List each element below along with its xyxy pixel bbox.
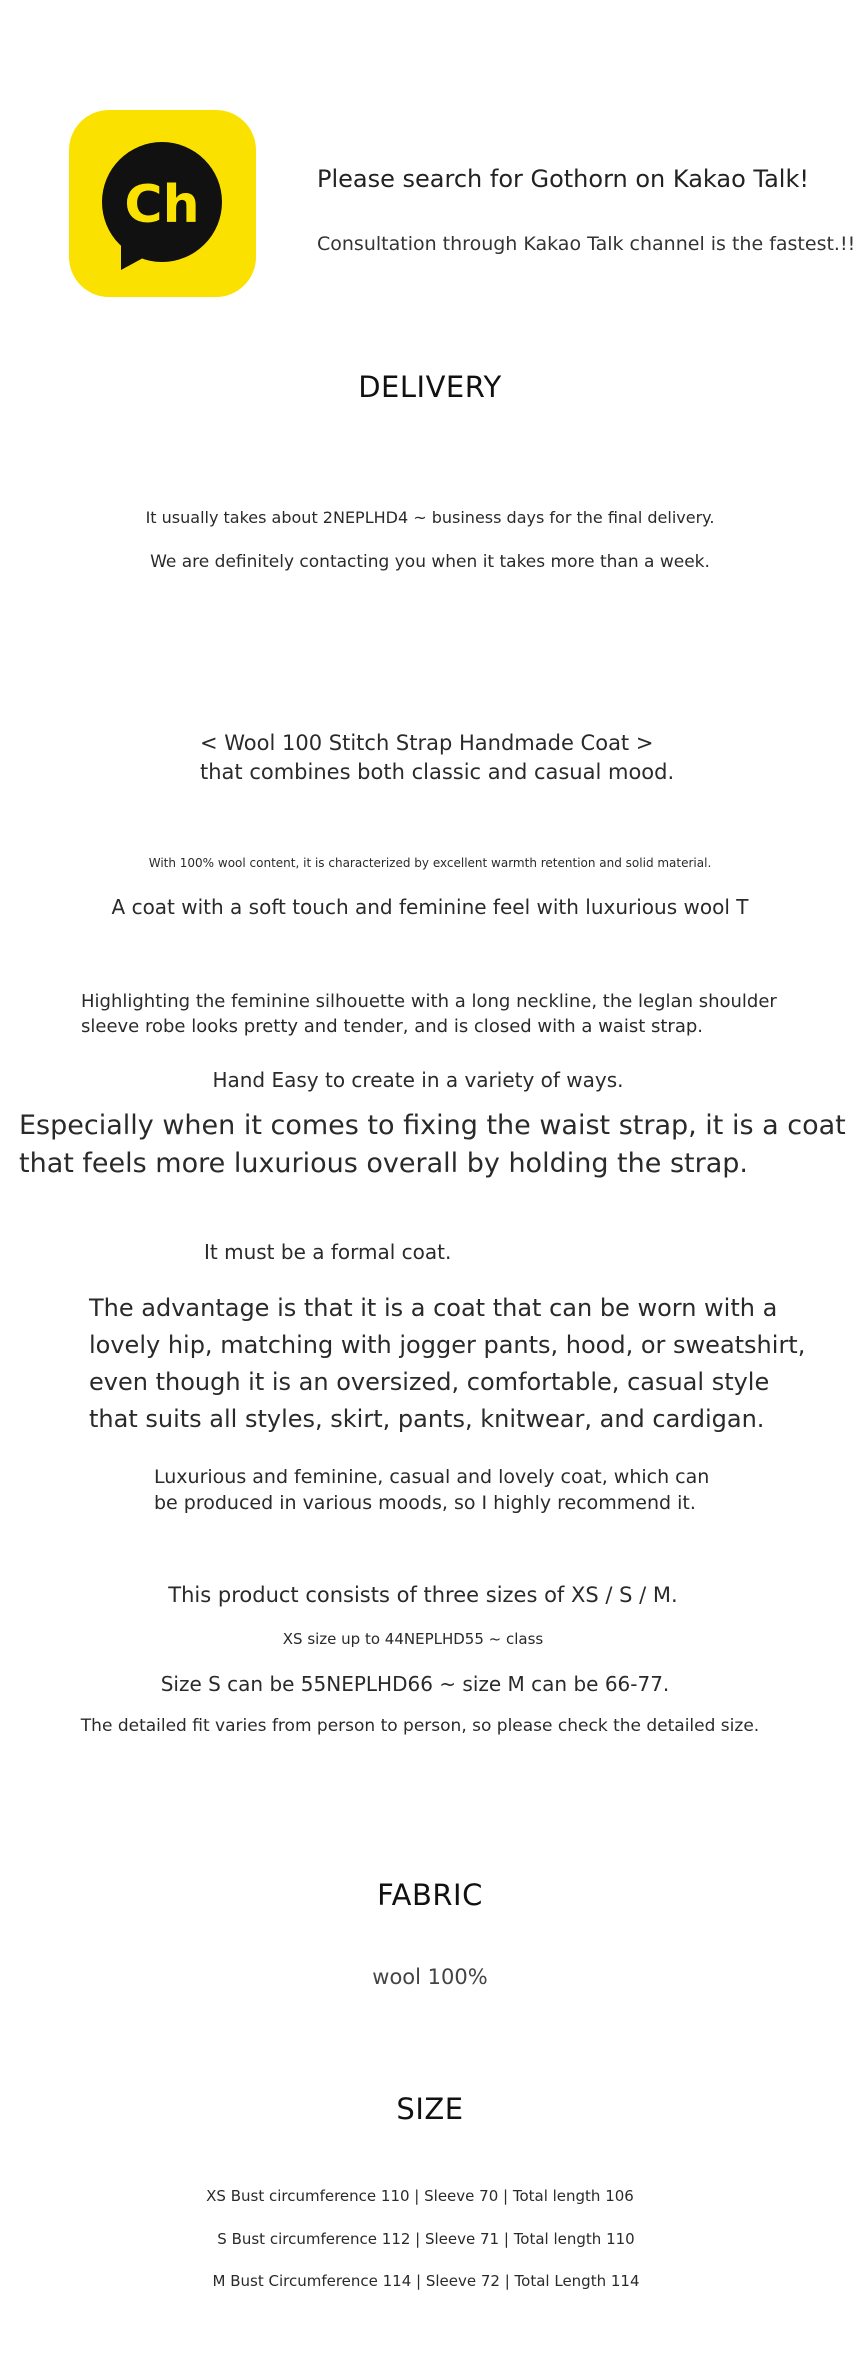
fit-note: The detailed fit varies from person to person, so please check the detailed size. — [80, 1716, 760, 1736]
hand-easy-line: Hand Easy to create in a variety of ways. — [212, 1068, 624, 1092]
kakao-consult-note: Consultation through Kakao Talk channel is the fastest.!! — [317, 233, 856, 255]
silhouette-line-1: Highlighting the feminine silhouette with a long neckline, the leglan shoulder — [81, 991, 777, 1012]
recommend-line-2: be produced in various moods, so I highly recommend it. — [154, 1492, 696, 1514]
kakao-channel-logo — [69, 110, 256, 297]
size-row-m: M Bust Circumference 114 | Sleeve 72 | Total Length 114 — [212, 2272, 640, 2290]
advantage-line-3: even though it is an oversized, comfortable, casual style — [89, 1368, 770, 1396]
chat-bubble-icon — [69, 110, 256, 297]
sizes-intro: This product consists of three sizes of XS / S / M. — [168, 1583, 678, 1607]
silhouette-line-2: sleeve robe looks pretty and tender, and is closed with a waist strap. — [81, 1016, 704, 1037]
product-title-line-2: that combines both classic and casual mood. — [200, 760, 675, 784]
advantage-line-2: lovely hip, matching with jogger pants, hood, or sweatshirt, — [89, 1331, 806, 1359]
advantage-line-4: that suits all styles, skirt, pants, knitwear, and cardigan. — [89, 1405, 765, 1433]
formal-coat-line: It must be a formal coat. — [204, 1240, 452, 1264]
fabric-heading: FABRIC — [377, 1878, 483, 1912]
size-row-xs: XS Bust circumference 110 | Sleeve 70 | Total length 106 — [206, 2187, 634, 2205]
delivery-line-1: It usually takes about 2NEPLHD4 ~ business days for the final delivery. — [145, 508, 715, 527]
advantage-line-1: The advantage is that it is a coat that can be worn with a — [89, 1294, 778, 1322]
soft-touch-line: A coat with a soft touch and feminine feel with luxurious wool T — [111, 895, 749, 919]
logo-text: Ch — [124, 175, 200, 235]
product-title-line-1: < Wool 100 Stitch Strap Handmade Coat > — [200, 731, 654, 755]
waist-strap-line-2: that feels more luxurious overall by holding the strap. — [19, 1148, 748, 1179]
delivery-heading: DELIVERY — [358, 370, 502, 404]
waist-strap-line-1: Especially when it comes to fixing the waist strap, it is a coat — [19, 1110, 846, 1141]
s-m-size-class: Size S can be 55NEPLHD66 ~ size M can be 66-77. — [160, 1672, 670, 1696]
kakao-search-title: Please search for Gothorn on Kakao Talk! — [317, 165, 809, 193]
wool-content-note: With 100% wool content, it is characterized by excellent warmth retention and solid material. — [148, 856, 712, 870]
delivery-line-2: We are definitely contacting you when it takes more than a week. — [150, 552, 710, 572]
fabric-value: wool 100% — [372, 1965, 488, 1989]
recommend-line-1: Luxurious and feminine, casual and lovely coat, which can — [154, 1466, 710, 1488]
size-heading: SIZE — [396, 2092, 464, 2126]
xs-size-class: XS size up to 44NEPLHD55 ~ class — [282, 1630, 544, 1648]
size-row-s: S Bust circumference 112 | Sleeve 71 | Total length 110 — [217, 2230, 635, 2248]
